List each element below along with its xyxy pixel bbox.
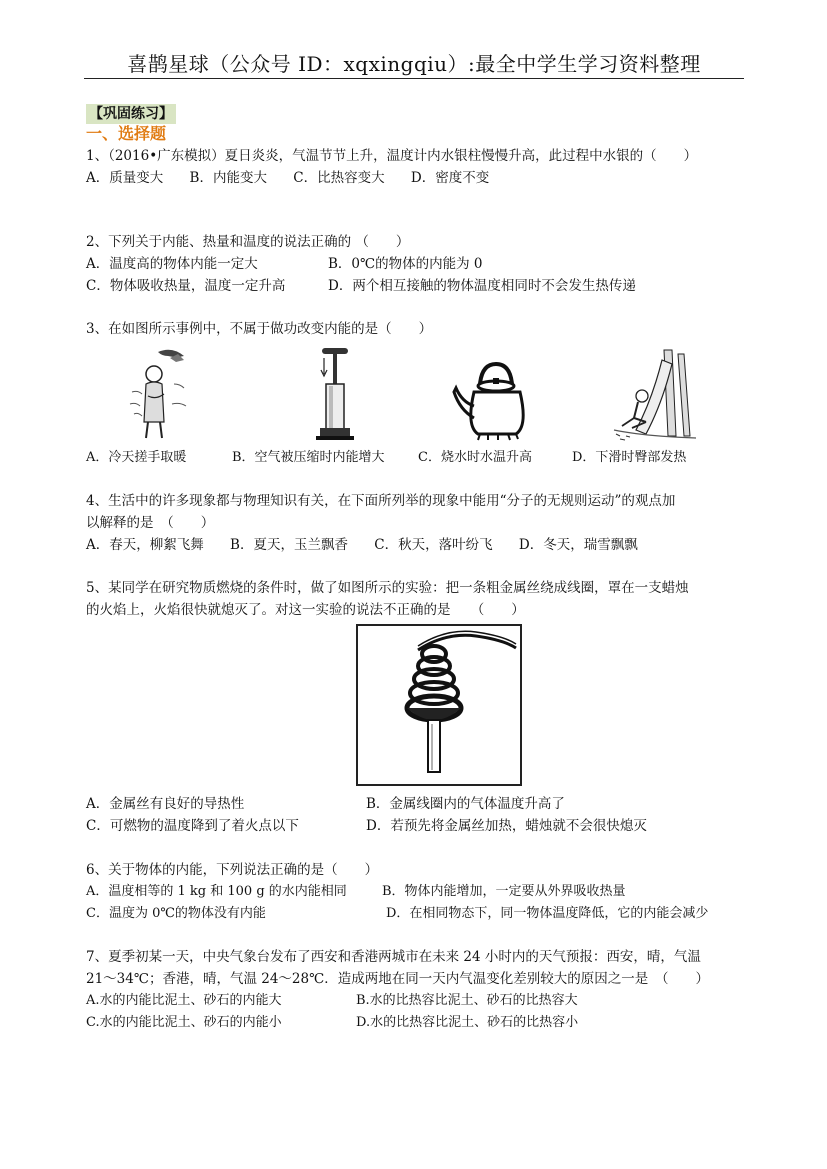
q5-stem-line2: 的火焰上，火焰很快就熄灭了。对这一实验的说法不正确的是 （ ） xyxy=(86,602,525,618)
q5-stem-line1: 5、某同学在研究物质燃烧的条件时，做了如图所示的实验：把一条粗金属丝绕成线圈，罩在一支蜡烛 xyxy=(86,580,689,596)
q7-option-b: B.水的比热容比泥土、砂石的比热容大 xyxy=(356,993,578,1008)
q5-option-a: A．金属丝有良好的导热性 xyxy=(86,796,245,812)
q7-option-c: C.水的内能比泥土、砂石的内能小 xyxy=(86,1015,282,1030)
q2-option-c: C．物体吸收热量，温度一定升高 xyxy=(86,278,286,294)
q6-option-c: C．温度为 0℃的物体没有内能 xyxy=(86,906,266,921)
q3-option-d: D．下滑时臀部发热 xyxy=(572,450,687,465)
q1-option-a: A．质量变大 xyxy=(86,170,164,186)
q3-stem: 3、在如图所示事例中，不属于做功改变内能的是（ ） xyxy=(86,321,433,337)
q7-stem-line2: 21～34℃；香港，晴，气温 24～28℃．造成两地在同一天内气温变化差别较大的原因之一是 （ ） xyxy=(86,971,709,987)
q2-option-d: D．两个相互接触的物体温度相同时不会发生热传递 xyxy=(328,278,636,294)
q4-stem-line2: 以解释的是 （ ） xyxy=(86,515,215,531)
q6-option-d: D．在相同物态下，同一物体温度降低，它的内能会减少 xyxy=(386,906,709,921)
q3-option-a: A．冷天搓手取暖 xyxy=(86,450,187,465)
q6-stem: 6、关于物体的内能，下列说法正确的是（ ） xyxy=(86,862,379,878)
q1-stem: 1、（2016•广东模拟）夏日炎炎，气温节节上升，温度计内水银柱慢慢升高，此过程中水银的（ ） xyxy=(86,148,698,164)
q5-option-c: C．可燃物的温度降到了着火点以下 xyxy=(86,818,299,834)
figure-kettle xyxy=(452,362,536,442)
q4-option-a: A．春天，柳絮飞舞 xyxy=(86,537,204,553)
q2-stem: 2、下列关于内能、热量和温度的说法正确的 （ ） xyxy=(86,234,410,250)
q7-option-a: A.水的内能比泥土、砂石的内能大 xyxy=(86,993,282,1008)
q7-stem-line1: 7、夏季初某一天，中央气象台发布了西安和香港两城市在未来 24 小时内的天气预报：西安，晴，气温 xyxy=(86,949,701,965)
page-header-title: 喜鹊星球（公众号 ID：xqxingqiu）:最全中学生学习资料整理 xyxy=(127,52,701,76)
q5-option-b: B．金属线圈内的气体温度升高了 xyxy=(366,796,565,812)
figure-rubbing-hands xyxy=(128,344,198,442)
q1-option-d: D．密度不变 xyxy=(410,170,490,186)
q4-options xyxy=(86,535,660,555)
figure-candle-coil xyxy=(356,624,522,786)
header-divider xyxy=(84,78,744,79)
q4-option-c: C．秋天，落叶纷飞 xyxy=(374,537,493,553)
q7-option-d: D.水的比热容比泥土、砂石的比热容小 xyxy=(356,1015,579,1030)
q2-option-a: A．温度高的物体内能一定大 xyxy=(86,256,258,272)
q4-option-d: D．冬天，瑞雪飘飘 xyxy=(518,537,638,553)
q4-stem-line1: 4、生活中的许多现象都与物理知识有关，在下面所列举的现象中能用“分子的无规则运动”的观点加 xyxy=(86,493,676,509)
q3-option-c: C．烧水时水温升高 xyxy=(418,450,532,465)
q6-option-b: B．物体内能增加，一定要从外界吸收热量 xyxy=(382,884,626,899)
q6-option-a: A．温度相等的 1 kg 和 100 g 的水内能相同 xyxy=(86,884,347,899)
figure-slide xyxy=(612,344,698,442)
q2-option-b: B．0℃的物体的内能为 0 xyxy=(328,256,483,272)
q1-options xyxy=(86,168,511,188)
q1-option-b: B．内能变大 xyxy=(189,170,267,186)
section-title: 一、选择题 xyxy=(86,124,167,143)
figure-air-compression xyxy=(314,344,356,442)
q1-option-c: C．比热容变大 xyxy=(293,170,385,186)
q4-option-b: B．夏天，玉兰飘香 xyxy=(230,537,348,553)
practice-tag: 【巩固练习】 xyxy=(86,104,176,124)
q3-option-b: B．空气被压缩时内能增大 xyxy=(232,450,385,465)
q5-option-d: D．若预先将金属丝加热，蜡烛就不会很快熄灭 xyxy=(366,818,647,834)
